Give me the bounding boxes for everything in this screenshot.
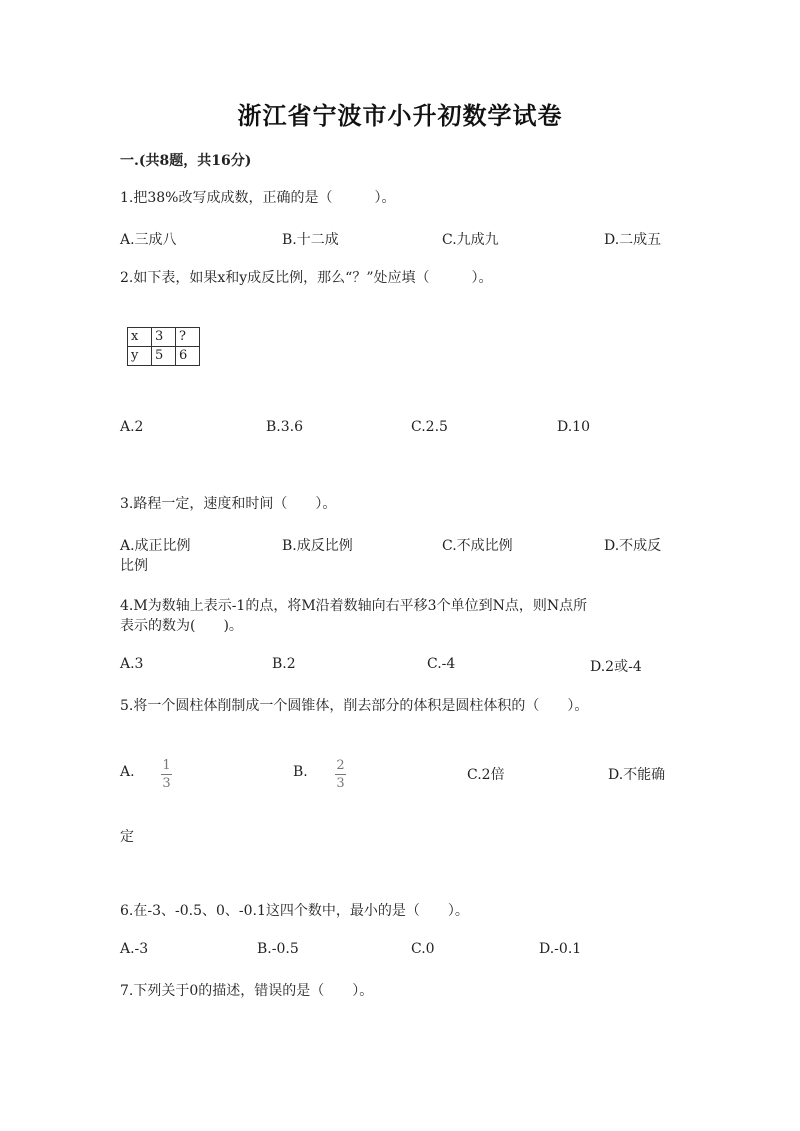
question-6-stem: 6.在-3、-0.5、0、-0.1这四个数中，最小的是（ ）。 bbox=[120, 903, 469, 919]
fraction-denominator: 3 bbox=[162, 776, 171, 791]
question-4-option-c: C.-4 bbox=[427, 656, 456, 672]
question-5-option-d: D.不能确 bbox=[608, 767, 666, 783]
question-5-option-d-wrap: 定 bbox=[120, 829, 134, 845]
table-cell: 6 bbox=[176, 347, 200, 366]
fraction-numerator: 2 bbox=[336, 758, 345, 773]
table-cell: 5 bbox=[152, 347, 176, 366]
fraction-one-third bbox=[161, 758, 172, 791]
question-3-option-d: D.不成反 bbox=[604, 538, 662, 554]
question-6-option-c: C.0 bbox=[411, 941, 435, 957]
question-6-option-a: A.-3 bbox=[120, 941, 149, 957]
question-6-option-b: B.-0.5 bbox=[257, 941, 299, 957]
question-3-option-a: A.成正比例 bbox=[120, 538, 191, 554]
question-4-option-a: A.3 bbox=[120, 656, 144, 672]
fraction-bar bbox=[161, 774, 172, 775]
page-title: 浙江省宁波市小升初数学试卷 bbox=[237, 101, 563, 130]
question-4-option-b: B.2 bbox=[272, 656, 296, 672]
table-cell: x bbox=[128, 328, 152, 347]
question-3-option-d-wrap: 比例 bbox=[120, 558, 148, 574]
table-row bbox=[128, 328, 200, 347]
question-4-stem-line-2: 表示的数为( )。 bbox=[120, 618, 243, 634]
question-7-stem: 7.下列关于0的描述，错误的是（ ）。 bbox=[120, 983, 374, 999]
question-4-option-d: D.2或-4 bbox=[590, 659, 642, 675]
question-3-stem: 3.路程一定，速度和时间（ ）。 bbox=[120, 496, 337, 512]
fraction-numerator: 1 bbox=[162, 758, 171, 773]
question-1-stem: 1.把38%改写成成数，正确的是（ ）。 bbox=[120, 190, 396, 206]
question-2-option-a: A.2 bbox=[120, 419, 144, 435]
table-row bbox=[128, 347, 200, 366]
question-2-option-b: B.3.6 bbox=[266, 419, 304, 435]
question-5-option-a: A. bbox=[120, 764, 135, 780]
question-1-option-d: D.二成五 bbox=[604, 232, 662, 248]
table-cell: ? bbox=[176, 328, 200, 347]
question-1-option-c: C.九成九 bbox=[442, 232, 499, 248]
question-2-stem: 2.如下表，如果x和y成反比例，那么“？”处应填（ ）。 bbox=[120, 270, 493, 286]
xy-value-table bbox=[127, 327, 200, 366]
question-5-stem: 5.将一个圆柱体削制成一个圆锥体，削去部分的体积是圆柱体积的（ ）。 bbox=[120, 698, 589, 714]
fraction-bar bbox=[335, 774, 346, 775]
question-5-option-c: C.2倍 bbox=[467, 767, 505, 783]
table-cell: y bbox=[128, 347, 152, 366]
fraction-two-thirds bbox=[335, 758, 346, 791]
question-2-option-d: D.10 bbox=[557, 419, 590, 435]
question-6-option-d: D.-0.1 bbox=[539, 941, 582, 957]
question-5-option-b: B. bbox=[293, 764, 308, 780]
fraction-denominator: 3 bbox=[336, 776, 345, 791]
question-3-option-c: C.不成比例 bbox=[442, 538, 513, 554]
question-1-option-b: B.十二成 bbox=[282, 232, 339, 248]
section-heading: 一.(共8题，共16分) bbox=[120, 153, 252, 169]
question-1-option-a: A.三成八 bbox=[120, 232, 177, 248]
question-2-option-c: C.2.5 bbox=[411, 419, 448, 435]
table-cell: 3 bbox=[152, 328, 176, 347]
question-3-option-b: B.成反比例 bbox=[282, 538, 353, 554]
question-4-stem-line-1: 4.M为数轴上表示-1的点，将M沿着数轴向右平移3个单位到N点，则N点所 bbox=[120, 598, 588, 614]
